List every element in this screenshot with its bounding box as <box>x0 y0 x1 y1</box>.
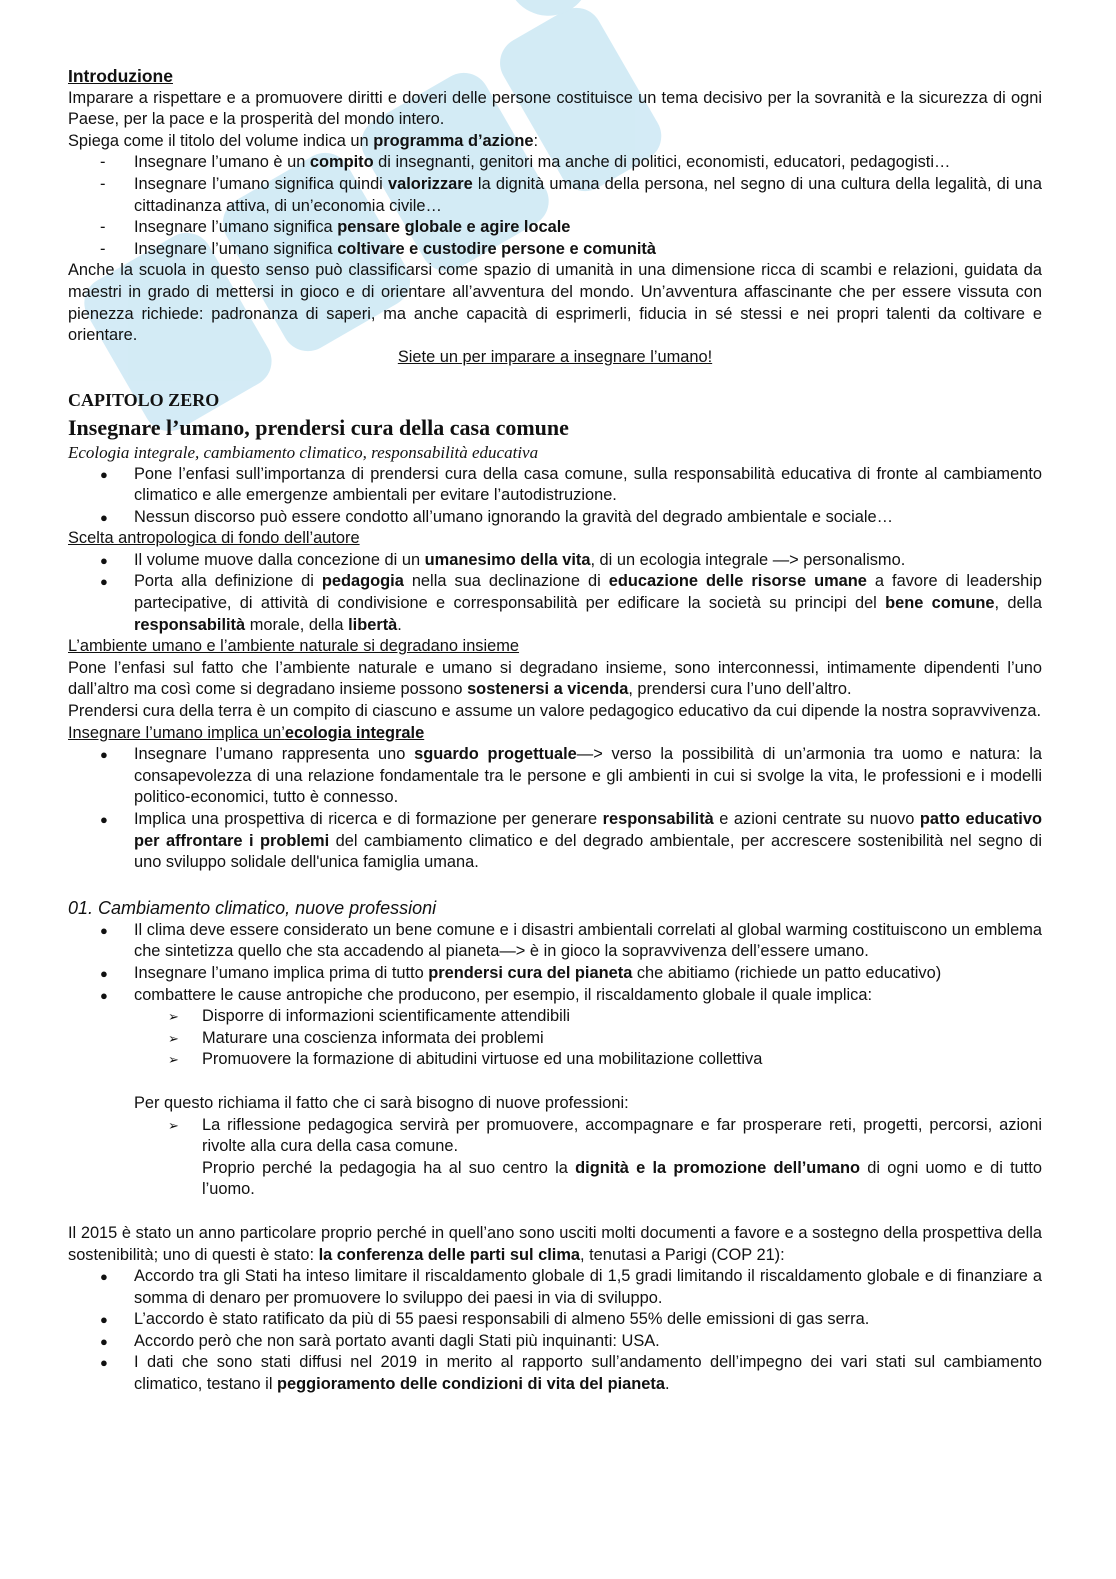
chapter-title: Insegnare l’umano, prendersi cura della casa comune <box>68 414 569 440</box>
bullet-marker: ● <box>100 1355 108 1371</box>
bullet-marker: ● <box>100 1312 108 1328</box>
list-item: ➢ Maturare una coscienza informata dei problemi <box>68 1028 1042 1050</box>
list-item: ➢ La riflessione pedagogica servirà per promuovere, accompagnare e far prosperare reti, progetti, percorsi, azioni rivolte alla cura della casa comune. <box>168 1115 1042 1156</box>
bullet-marker: ● <box>100 466 108 482</box>
chapter-bullets <box>68 464 1042 529</box>
list-item: - Insegnare l’umano significa coltivare e custodire persone e comunità <box>68 239 1042 261</box>
paragraph-2015: Il 2015 è stato un anno particolare proprio perché in quell’ano sono usciti molti documenti a favore e a sostegno della prospettiva della sostenibilità; uno di questi è stato: la conferenza delle parti sul clima, tenutasi a Parigi (COP 21): <box>68 1223 1042 1264</box>
bullet-marker: ● <box>100 812 108 827</box>
list-item: ● L’accordo è stato ratificato da più di 55 paesi responsabili di almeno 55% delle emissioni di gas serra. <box>68 1309 1042 1331</box>
bullet-marker: ● <box>100 1333 108 1349</box>
section-01-bullets <box>68 920 1042 1071</box>
list-item: ● Il volume muove dalla concezione di un umanesimo della vita, di un ecologia integrale —> personalismo. <box>68 550 1042 572</box>
arrow-marker: ➢ <box>168 1052 179 1068</box>
list-item: ● Porta alla definizione di pedagogia nella sua declinazione di educazione delle risorse umane a favore di leadership partecipative, di attività di condivisione e corresponsabilità per edificare la società su principi del bene comune, della responsabilità morale, della libertà. <box>100 572 1042 634</box>
chapter-subtitle: Ecologia integrale, cambiamento climatico, responsabilità educativa <box>68 442 539 462</box>
arrow-marker: ➢ <box>168 1009 179 1025</box>
dash-marker: - <box>100 218 106 237</box>
list-item: ➢ Promuovere la formazione di abitudini virtuose ed una mobilitazione collettiva <box>68 1049 1042 1071</box>
subheading-ecologia: Insegnare l’umano implica un’ecologia integrale <box>68 723 425 742</box>
scelta-bullets <box>68 550 1042 636</box>
bullet-marker: ● <box>100 987 108 1003</box>
ecologia-bullets <box>68 744 1042 874</box>
bullet-marker: ● <box>100 509 108 525</box>
intro-dash-list <box>68 152 1042 260</box>
bullet-marker: ● <box>100 747 108 763</box>
dash-marker: - <box>100 174 106 193</box>
intro-closing: Siete un per imparare a insegnare l’umano! <box>397 347 713 366</box>
list-item: ● I dati che sono stati diffusi nel 2019 in merito al rapporto sull’andamento dell’impegno dei vari stati sul cambiamento climatico, testano il peggioramento delle condizioni di vita del pianeta. <box>100 1353 1042 1394</box>
arrow-marker: ➢ <box>168 1030 179 1046</box>
list-item: - Insegnare l’umano significa quindi valorizzare la dignità umana della persona, nel segno di una cultura della legalità, di una cittadinanza attiva, di un’economia civile… <box>100 174 1043 215</box>
professions-paragraph: Per questo richiama il fatto che ci sarà bisogno di nuove professioni: <box>134 1093 629 1112</box>
list-item: - Insegnare l’umano è un compito di insegnanti, genitori ma anche di politici, economisti, educatori, pedagogisti… <box>68 152 1042 174</box>
intro-paragraph-2: Spiega come il titolo del volume indica un programma d’azione: <box>68 131 539 150</box>
intro-paragraph-1: Imparare a rispettare e a promuovere diritti e doveri delle persone costituisce un tema decisivo per la sovranità e la sicurezza di ogni Paese, per la pace e la prosperità del mondo intero. <box>68 88 1042 129</box>
list-item: ● Nessun discorso può essere condotto all’umano ignorando la gravità del degrado ambientale e sociale… <box>68 507 1042 529</box>
section-01-title: 01. Cambiamento climatico, nuove professioni <box>68 897 437 918</box>
bullet-marker: ● <box>100 1269 108 1285</box>
subheading-scelta: Scelta antropologica di fondo dell’autore <box>68 529 360 548</box>
professions-continuation: Proprio perché la pedagogia ha al suo centro la dignità e la promozione dell’umano di ogni uomo e di tutto l’uomo. <box>202 1158 1042 1199</box>
ambiente-paragraph-2: Prendersi cura della terra è un compito di ciascuno e assume un valore pedagogico educativo da cui dipende la nostra sopravvivenza. <box>68 702 1042 721</box>
ambiente-paragraph-1: Pone l’enfasi sul fatto che l’ambiente naturale e umano si degradano insieme, sono interconnessi, intimamente dipendenti l’uno dall’altro ma così come si degradano insieme possono sostenersi a vicenda, prendersi cura l’uno dell’altro. <box>68 658 1042 699</box>
dash-marker: - <box>100 239 106 258</box>
intro-paragraph-3: Anche la scuola in questo senso può classificarsi come spazio di umanità in una dimensione ricca di scambi e relazioni, guidata da maestri in grado di mettersi in gioco e di orientare all’avventura del mondo. Un’avventura affascinante che per essere vissuta con pienezza richiede: padronanza di saperi, ma anche capacità di esprimerli, fiducia in sé stessi e nei propri talenti da coltivare e orientare. <box>68 261 1042 345</box>
list-item: ● Accordo però che non sarà portato avanti dagli Stati più inquinanti: USA. <box>68 1331 1042 1353</box>
intro-heading: Introduzione <box>68 66 173 86</box>
cop21-bullets <box>68 1266 1042 1396</box>
list-item: - Insegnare l’umano significa pensare globale e agire locale <box>68 217 1042 239</box>
dash-marker: - <box>100 153 106 172</box>
list-item: ● combattere le cause antropiche che producono, per esempio, il riscaldamento globale il quale implica: <box>68 985 1042 1007</box>
list-item: ● Implica una prospettiva di ricerca e di formazione per generare responsabilità e azioni centrate su nuovo patto educativo per affrontare i problemi del cambiamento climatico e del degrado ambientale, per accrescere sostenibilità nel segno di uno sviluppo solidale dell'unica famiglia umana. <box>100 810 1043 872</box>
list-item: ➢ Disporre di informazioni scientificamente attendibili <box>68 1006 1042 1028</box>
bullet-marker: ● <box>100 552 108 568</box>
bullet-marker: ● <box>100 574 108 590</box>
bullet-marker: ● <box>100 965 108 981</box>
arrow-marker: ➢ <box>168 1117 179 1133</box>
chapter-label: CAPITOLO ZERO <box>68 390 220 411</box>
list-item: ● Accordo tra gli Stati ha inteso limitare il riscaldamento globale di 1,5 gradi limitando il riscaldamento globale e di finanziare a somma di denaro per promuovere lo sviluppo dei paesi in via di sviluppo. <box>100 1267 1042 1307</box>
bullet-marker: ● <box>100 922 108 938</box>
list-item: ● Il clima deve essere considerato un bene comune e i disastri ambientali correlati al global warming costituiscono un emblema che sintetizza quello che sta accadendo al pianeta—> è in gioco la sopravvivenza dell’essere umano. <box>100 920 1042 961</box>
list-item: ● Pone l’enfasi sull’importanza di prendersi cura della casa comune, sulla responsabilità educativa di fronte al cambiamento climatico e alle emergenze ambientali per evitare l’autodistruzione. <box>100 464 1042 505</box>
document-page <box>68 66 1042 1396</box>
subheading-ambiente: L’ambiente umano e l’ambiente naturale si degradano insieme <box>68 637 520 656</box>
professions-list <box>68 1115 1042 1158</box>
list-item: ● Insegnare l’umano implica prima di tutto prendersi cura del pianeta che abitiamo (richiede un patto educativo) <box>68 963 1042 985</box>
list-item: ● Insegnare l’umano rappresenta uno sguardo progettuale—> verso la possibilità di un’armonia tra uomo e natura: la consapevolezza di una relazione fondamentale tra le persone e gli ambienti in cui si svolge la vita, le professioni e i modelli politico-economici, tutto è connesso. <box>100 745 1042 807</box>
